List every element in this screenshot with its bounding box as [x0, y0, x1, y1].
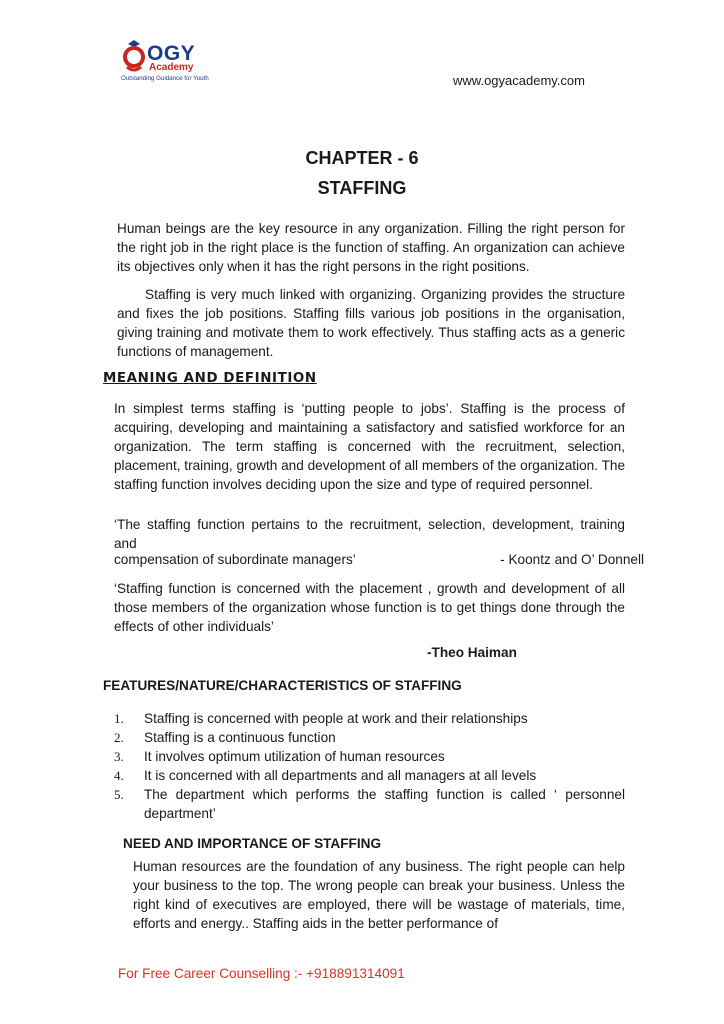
- page-title: STAFFING: [317, 178, 407, 198]
- quote-2-author: -Theo Haiman: [427, 645, 517, 660]
- meaning-paragraph: In simplest terms staffing is ‘putting people to jobs’. Staffing is the process of acquiring, developing and maintaining a satisfactory and satisfied workforce for an organization. The term staffing is concerned with the recruitment, selection, placement, training, growth and development of all members of the organization. The staffing function involves deciding upon the size and type of required personnel.: [114, 401, 625, 492]
- site-url[interactable]: www.ogyacademy.com: [453, 73, 585, 88]
- list-item: 2. Staffing is a continuous function: [114, 730, 336, 745]
- quote-1-author: - Koontz and O’ Donnell: [500, 552, 644, 567]
- list-item: 4. It is concerned with all departments and all managers at all levels: [114, 768, 537, 783]
- logo-sub: Academy: [149, 62, 194, 73]
- footer-contact: For Free Career Counselling :- +918891314091: [118, 966, 405, 981]
- quote-1-line-1: ‘The staffing function pertains to the recruitment, selection, development, training and: [114, 517, 625, 551]
- meaning-heading: MEANING AND DEFINITION: [103, 371, 317, 386]
- intro-paragraph-1: Human beings are the key resource in any organization. Filling the right person for the right job in the right place is the function of staffing. An organization can achieve its objectives only when it has the right persons in the right positions.: [117, 221, 625, 274]
- quote-1-line-2: compensation of subordinate managers’: [114, 552, 356, 567]
- chapter-heading: CHAPTER - 6: [305, 148, 419, 168]
- need-heading: NEED AND IMPORTANCE OF STAFFING: [123, 836, 382, 851]
- list-item: 1. Staffing is concerned with people at work and their relationships: [114, 711, 528, 726]
- logo-mark-icon: [119, 40, 149, 76]
- features-heading: FEATURES/NATURE/CHARACTERISTICS OF STAFFING: [103, 678, 462, 693]
- list-item: 5. The department which performs the staffing function is called ‘ personnel department’: [114, 787, 625, 821]
- quote-2: ‘Staffing function is concerned with the placement , growth and development of all those members of the organization whose function is to get things done through the effects of other individuals’: [114, 581, 625, 634]
- logo: [117, 40, 227, 90]
- logo-name: OGY: [147, 42, 196, 65]
- features-list: [114, 709, 625, 823]
- intro-paragraph-2: Staffing is very much linked with organizing. Organizing provides the structure and fixes the job positions. Staffing fills various job positions in the organisation, giving training and motivate them to work effectively. Thus staffing acts as a generic functions of management.: [117, 287, 625, 359]
- logo-tagline: Outstanding Guidance for Youth: [121, 75, 209, 82]
- need-paragraph: Human resources are the foundation of any business. The right people can help your business to the top. The wrong people can break your business. Unless the right kind of executives are employed, there will be wastage of materials, time, efforts and energy.. Staffing aids in the better performance of: [133, 859, 625, 931]
- list-item: 3. It involves optimum utilization of human resources: [114, 749, 445, 764]
